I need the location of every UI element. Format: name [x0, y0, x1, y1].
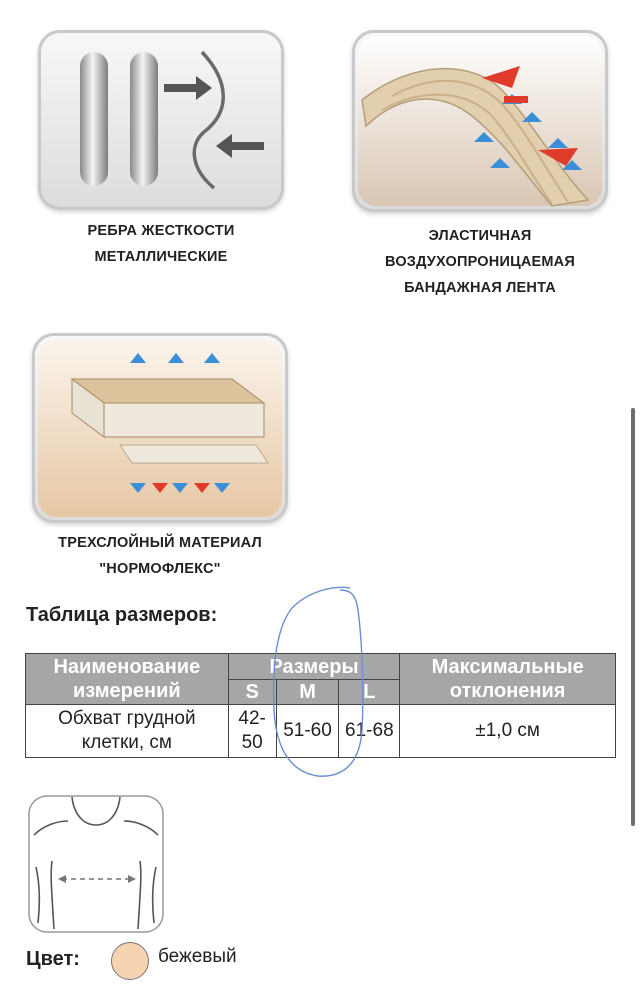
cell-size-m: 51-60 — [276, 705, 339, 758]
feature-caption-metal-ribs: РЕБРА ЖЕСТКОСТИ МЕТАЛЛИЧЕСКИЕ — [87, 223, 235, 265]
color-swatch — [111, 942, 149, 980]
flex-curve — [194, 52, 223, 188]
color-label: Цвет: — [26, 948, 80, 970]
cell-size-s: 42- 50 — [228, 705, 276, 758]
cell-measure: Обхват грудной клетки, см — [26, 705, 229, 758]
cell-deviation: ±1,0 см — [400, 705, 616, 758]
feature-caption-elastic-tape: ЭЛАСТИЧНАЯ ВОЗДУХОПРОНИЦАЕМАЯ БАНДАЖНАЯ ЛЕНТА — [385, 228, 575, 296]
header-deviation: Максимальные отклонения — [400, 654, 616, 705]
header-measure: Наименование измерений — [26, 654, 229, 705]
arrow-right-icon — [164, 76, 212, 100]
rib-bar-right — [130, 52, 158, 186]
size-table — [25, 653, 616, 758]
feature-image-metal-ribs — [38, 30, 284, 210]
header-sizes: Размеры — [228, 654, 400, 680]
color-name: бежевый — [158, 946, 237, 967]
cell-size-l: 61-68 — [339, 705, 400, 758]
header-size-s: S — [228, 680, 276, 705]
chest-measure-silhouette-icon — [28, 795, 164, 933]
table-row — [26, 705, 616, 758]
feature-caption-three-layer: ТРЕХСЛОЙНЫЙ МАТЕРИАЛ "НОРМОФЛЕКС" — [58, 535, 262, 577]
arrow-left-icon — [216, 134, 264, 158]
header-size-m: M — [276, 680, 339, 705]
header-size-l: L — [339, 680, 400, 705]
feature-image-three-layer — [32, 333, 288, 523]
layer-top — [72, 379, 264, 403]
size-table-title: Таблица размеров: — [26, 604, 218, 626]
layer-bottom — [120, 445, 268, 463]
scrollbar[interactable] — [631, 408, 635, 826]
rib-bar-left — [80, 52, 108, 186]
feature-image-elastic-tape — [352, 30, 608, 212]
table-header-row — [26, 654, 616, 680]
